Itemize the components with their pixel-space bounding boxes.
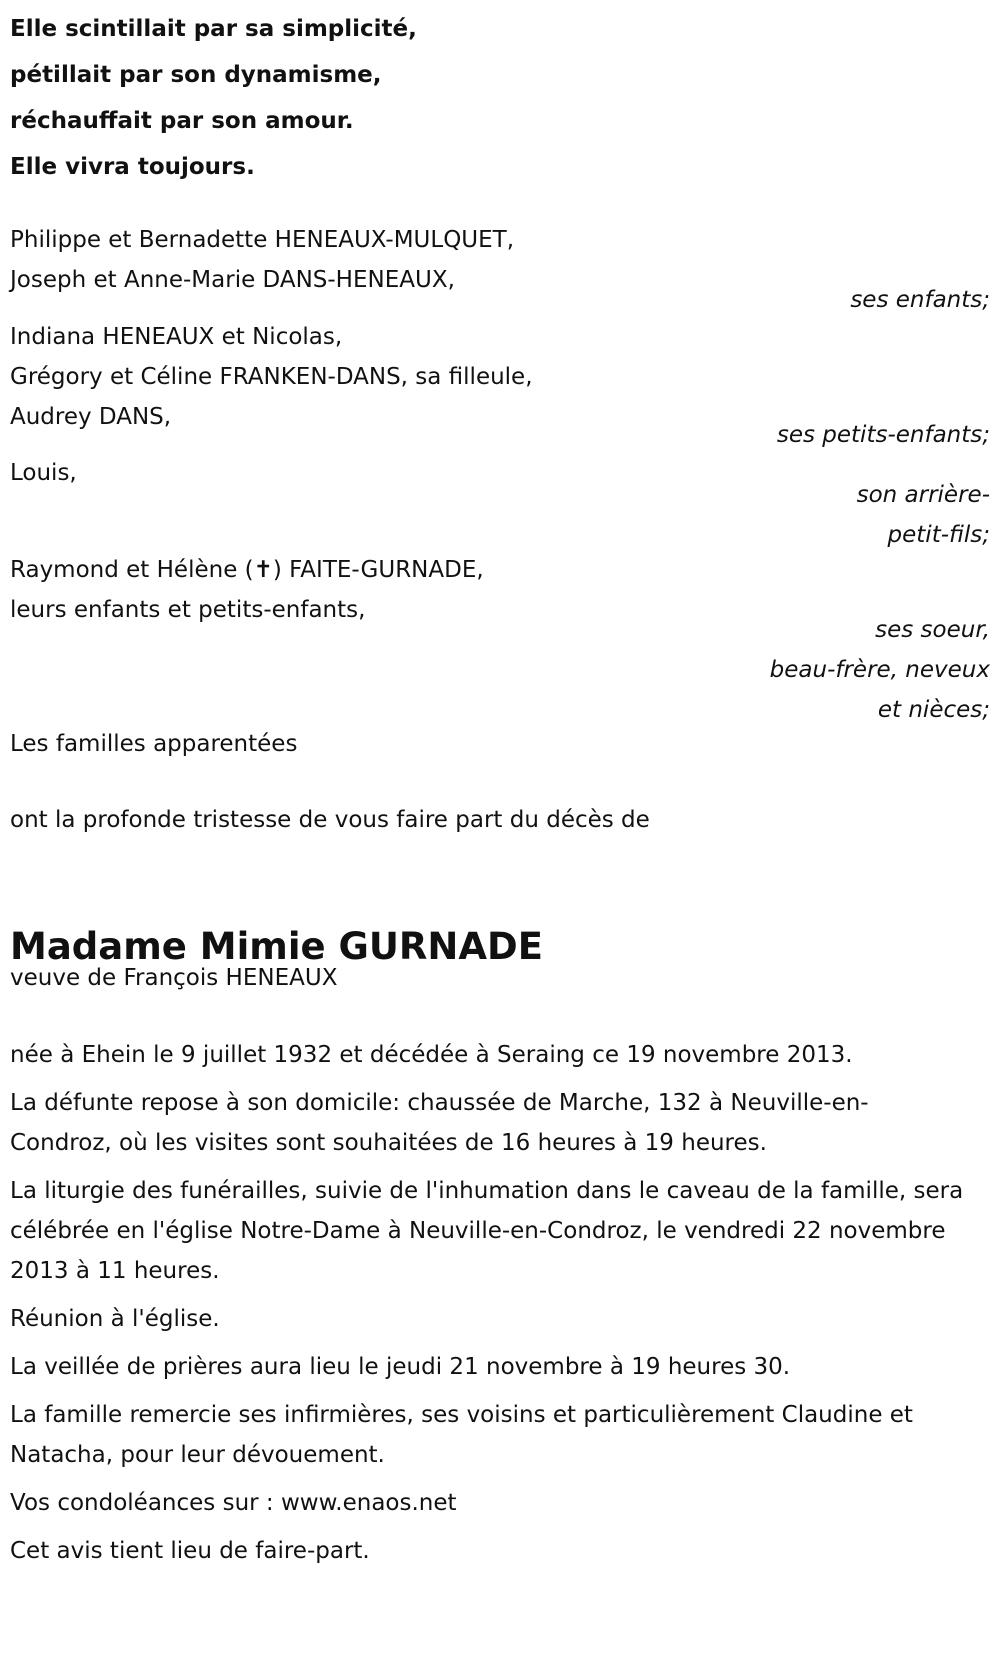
detail-paragraph: La veillée de prières aura lieu le jeudi 21 novembre à 19 heures 30. bbox=[10, 1354, 791, 1380]
role-line: beau-frère, neveux bbox=[769, 657, 990, 683]
role-line: son arrière- bbox=[856, 482, 990, 508]
poem-line: Elle vivra toujours. bbox=[10, 154, 255, 180]
family-name-line: leurs enfants et petits-enfants, bbox=[10, 597, 366, 623]
deceased-name: Madame Mimie GURNADE bbox=[10, 925, 543, 968]
announcement-text: ont la profonde tristesse de vous faire part du décès de bbox=[10, 807, 650, 833]
grandchildren-role: ses petits-enfants; bbox=[776, 422, 990, 448]
detail-paragraph: Réunion à l'église. bbox=[10, 1306, 220, 1332]
detail-paragraph: La famille remercie ses infirmières, ses voisins et particulièrement Claudine et Natacha, pour leur dévouement. bbox=[10, 1402, 913, 1468]
details bbox=[10, 1035, 990, 1579]
poem-line: réchauffait par son amour. bbox=[10, 108, 354, 134]
related-families-line: Les familles apparentées bbox=[10, 731, 298, 757]
widow-of-text: veuve de François HENEAUX bbox=[10, 965, 338, 991]
related-families bbox=[10, 724, 990, 764]
widow-of bbox=[10, 958, 990, 998]
condolences-line: Vos condoléances sur : www.enaos.net bbox=[10, 1490, 457, 1516]
announcement bbox=[10, 800, 990, 840]
detail-paragraph: La défunte repose à son domicile: chaussée de Marche, 132 à Neuville-en-Condroz, où les visites sont souhaitées de 16 heures à 19 heures. bbox=[10, 1090, 869, 1156]
family-name-line: Audrey DANS, bbox=[10, 404, 172, 430]
poem-line: pétillait par son dynamisme, bbox=[10, 62, 382, 88]
notice-line: Cet avis tient lieu de faire-part. bbox=[10, 1538, 370, 1564]
detail-paragraph: La liturgie des funérailles, suivie de l'inhumation dans le caveau de la famille, sera célébrée en l'église Notre-Dame à Neuville-en-Condroz, le vendredi 22 novembre 2013 à 11 heures. bbox=[10, 1178, 964, 1284]
detail-paragraph: née à Ehein le 9 juillet 1932 et décédée à Seraing ce 19 novembre 2013. bbox=[10, 1042, 853, 1068]
role-line: petit-fils; bbox=[887, 522, 990, 548]
poem-line: Elle scintillait par sa simplicité, bbox=[10, 16, 417, 42]
role-line: et nièces; bbox=[877, 697, 990, 723]
great-grandchild-names bbox=[10, 453, 990, 493]
role-line: ses soeur, bbox=[875, 617, 990, 643]
children-names bbox=[10, 220, 990, 300]
family-name-line: Grégory et Céline FRANKEN-DANS, sa filleule, bbox=[10, 364, 533, 390]
family-name-line: Raymond et Hélène (✝) FAITE-GURNADE, bbox=[10, 557, 484, 583]
family-name-line: Philippe et Bernadette HENEAUX-MULQUET, bbox=[10, 227, 515, 253]
children-role: ses enfants; bbox=[850, 287, 990, 313]
siblings-role bbox=[770, 610, 990, 730]
poem bbox=[10, 6, 990, 190]
great-grandchild-role bbox=[857, 475, 990, 555]
family-name-line: Joseph et Anne-Marie DANS-HENEAUX, bbox=[10, 267, 455, 293]
family-name-line: Indiana HENEAUX et Nicolas, bbox=[10, 324, 343, 350]
family-name-line: Louis, bbox=[10, 460, 77, 486]
